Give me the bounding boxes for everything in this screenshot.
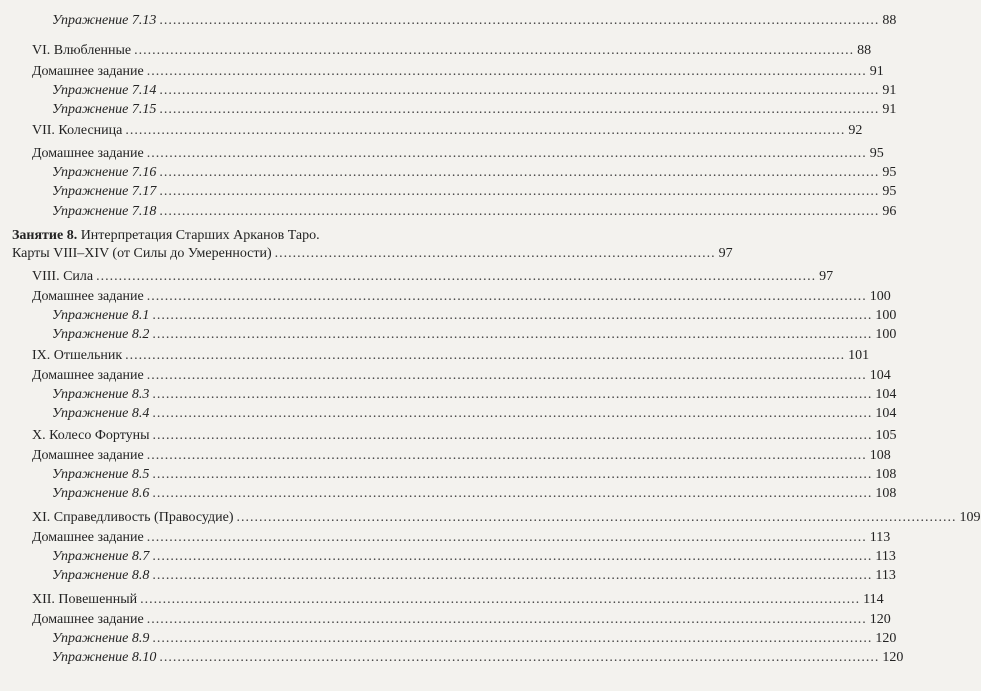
toc-entry-label: Домашнее задание [32, 368, 144, 383]
toc-entry-label: Упражнение 8.9 [52, 631, 150, 646]
leader-dots: ................................................................................................................................................................ [152, 568, 873, 583]
toc-entry-label: Упражнение 8.5 [52, 467, 150, 482]
page-number: 104 [875, 387, 897, 402]
page-number: 113 [875, 568, 896, 583]
toc-entry-label: Упражнение 8.7 [52, 549, 150, 564]
page-number: 120 [875, 631, 897, 646]
toc-entry-label: IX. Отшельник [32, 348, 123, 363]
page-number: 92 [848, 123, 863, 138]
toc-entry[interactable] [32, 288, 891, 306]
toc-entry[interactable] [52, 485, 897, 503]
lesson-title-line2: Карты VIII–XIV (от Силы до Умеренности) [12, 246, 272, 261]
leader-dots: ................................................................................................................................................................ [146, 289, 867, 304]
toc-entry-label: VIII. Сила [32, 269, 94, 284]
toc-entry-label: Упражнение 8.10 [52, 650, 157, 665]
page-number: 91 [882, 102, 897, 117]
page-number: 104 [875, 406, 897, 421]
toc-entry-label: Упражнение 8.4 [52, 406, 150, 421]
leader-dots: ................................................................................................................................................................ [159, 102, 880, 117]
toc-entry[interactable] [52, 12, 897, 30]
page-number: 114 [863, 592, 884, 607]
page-number: 88 [857, 43, 872, 58]
toc-entry-label: Упражнение 7.18 [52, 204, 157, 219]
leader-dots: ................................................................................................................................................................ [125, 123, 846, 138]
page-number: 108 [869, 448, 891, 463]
toc-entry[interactable] [52, 307, 897, 325]
lesson-heading-line1 [12, 227, 320, 245]
toc-entry[interactable] [32, 122, 863, 140]
toc-entry-label: Упражнение 8.2 [52, 327, 150, 342]
toc-entry[interactable] [52, 183, 897, 201]
toc-entry-label: Упражнение 7.17 [52, 184, 157, 199]
toc-entry[interactable] [52, 101, 897, 119]
toc-entry[interactable] [32, 591, 884, 609]
leader-dots: ................................................................................................................................................................ [140, 592, 861, 607]
toc-entry[interactable] [52, 630, 897, 648]
toc-entry-label: Домашнее задание [32, 612, 144, 627]
leader-dots: ................................................................................................................................................................ [159, 204, 880, 219]
toc-entry-label: XII. Повешенный [32, 592, 138, 607]
toc-entry[interactable] [32, 145, 884, 163]
leader-dots: ................................................................................................................................................................ [152, 327, 873, 342]
toc-entry-label: Упражнение 7.13 [52, 13, 157, 28]
toc-entry-label: VII. Колесница [32, 123, 123, 138]
toc-entry[interactable] [32, 63, 884, 81]
leader-dots: ................................................................................................................................................................ [159, 184, 880, 199]
leader-dots: ................................................................................................................................................................ [134, 43, 855, 58]
page-number: 100 [875, 308, 897, 323]
toc-entry-label: Домашнее задание [32, 146, 144, 161]
toc-entry-label: Упражнение 8.8 [52, 568, 150, 583]
toc-entry[interactable] [52, 567, 896, 585]
toc-entry[interactable] [52, 164, 897, 182]
leader-dots: ................................................................................................................................................................ [152, 631, 873, 646]
toc-entry-label: Упражнение 8.6 [52, 486, 150, 501]
toc-entry-label: VI. Влюбленные [32, 43, 132, 58]
leader-dots: ................................................................................................................................................................ [146, 368, 867, 383]
toc-entry[interactable] [32, 611, 891, 629]
toc-entry-label: Домашнее задание [32, 64, 144, 79]
toc-entry[interactable] [52, 405, 897, 423]
page-number: 100 [875, 327, 897, 342]
leader-dots: ................................................................................................................................................................ [152, 549, 873, 564]
page-number: 91 [869, 64, 884, 79]
leader-dots: ................................................................................................................................................................ [152, 428, 873, 443]
lesson-heading-line2[interactable] [12, 245, 733, 263]
leader-dots: ................................................................................................................................................................ [152, 387, 873, 402]
page-number: 101 [848, 348, 870, 363]
leader-dots: ................................................................................................................................................................ [96, 269, 817, 284]
leader-dots: ................................................................................................................................................................ [152, 467, 873, 482]
toc-entry-label: Упражнение 7.15 [52, 102, 157, 117]
page-number: 109 [959, 510, 981, 525]
leader-dots: ................................................................................................................................................................ [146, 64, 867, 79]
toc-entry[interactable] [52, 386, 897, 404]
leader-dots: ................................................................................................................................................................ [159, 83, 880, 98]
toc-entry-label: Упражнение 8.3 [52, 387, 150, 402]
page-number: 96 [882, 204, 897, 219]
leader-dots: ................................................................................................................................................................ [146, 612, 867, 627]
toc-entry[interactable] [32, 268, 834, 286]
leader-dots: ................................................................................................................................................................ [159, 650, 880, 665]
leader-dots: ................................................................................................................................................................ [159, 13, 880, 28]
toc-entry-label: X. Колесо Фортуны [32, 428, 150, 443]
leader-dots: ................................................................................................................................................................ [159, 165, 880, 180]
leader-dots: ................................................................................................................................................................ [146, 146, 867, 161]
toc-entry[interactable] [52, 203, 897, 221]
toc-entry-label: Упражнение 7.16 [52, 165, 157, 180]
leader-dots: ................................................................................................................................................................ [146, 448, 867, 463]
page-number: 105 [875, 428, 897, 443]
page-number: 91 [882, 83, 897, 98]
page-number: 100 [869, 289, 891, 304]
toc-entry[interactable] [32, 427, 897, 445]
page-number: 120 [869, 612, 891, 627]
page-number: 120 [882, 650, 904, 665]
toc-entry[interactable] [32, 347, 870, 365]
toc-entry[interactable] [32, 529, 891, 547]
toc-entry-label: Упражнение 7.14 [52, 83, 157, 98]
toc-entry[interactable] [32, 367, 891, 385]
toc-entry[interactable] [52, 649, 904, 667]
leader-dots: ................................................................................................................................................................ [146, 530, 867, 545]
lesson-number: Занятие 8. [12, 228, 78, 243]
leader-dots: ................................................................................................................................................................ [152, 406, 873, 421]
page-number: 88 [882, 13, 897, 28]
page-number: 97 [718, 246, 733, 261]
page-number: 95 [869, 146, 884, 161]
page-number: 104 [869, 368, 891, 383]
toc-entry[interactable] [32, 447, 891, 465]
page-number: 113 [875, 549, 896, 564]
page-number: 95 [882, 184, 897, 199]
leader-dots: .................................................................................................. [274, 246, 716, 261]
toc-entry-label: Домашнее задание [32, 530, 144, 545]
lesson-title-line1: Интерпретация Старших Арканов Таро. [80, 228, 320, 243]
toc-entry-label: Домашнее задание [32, 289, 144, 304]
toc-entry-label: Домашнее задание [32, 448, 144, 463]
leader-dots: ................................................................................................................................................................ [125, 348, 846, 363]
page-number: 95 [882, 165, 897, 180]
toc-entry[interactable] [32, 42, 872, 60]
page-number: 108 [875, 467, 897, 482]
toc-entry[interactable] [52, 548, 896, 566]
toc-entry[interactable] [32, 509, 981, 527]
leader-dots: ................................................................................................................................................................ [152, 308, 873, 323]
page-number: 113 [869, 530, 891, 545]
page-number: 108 [875, 486, 897, 501]
toc-entry-label: Упражнение 8.1 [52, 308, 150, 323]
toc-entry[interactable] [52, 466, 897, 484]
toc-entry[interactable] [52, 82, 897, 100]
toc-entry-label: XI. Справедливость (Правосудие) [32, 510, 234, 525]
leader-dots: ................................................................................................................................................................ [236, 510, 957, 525]
toc-entry[interactable] [52, 326, 897, 344]
leader-dots: ................................................................................................................................................................ [152, 486, 873, 501]
page-number: 97 [819, 269, 834, 284]
